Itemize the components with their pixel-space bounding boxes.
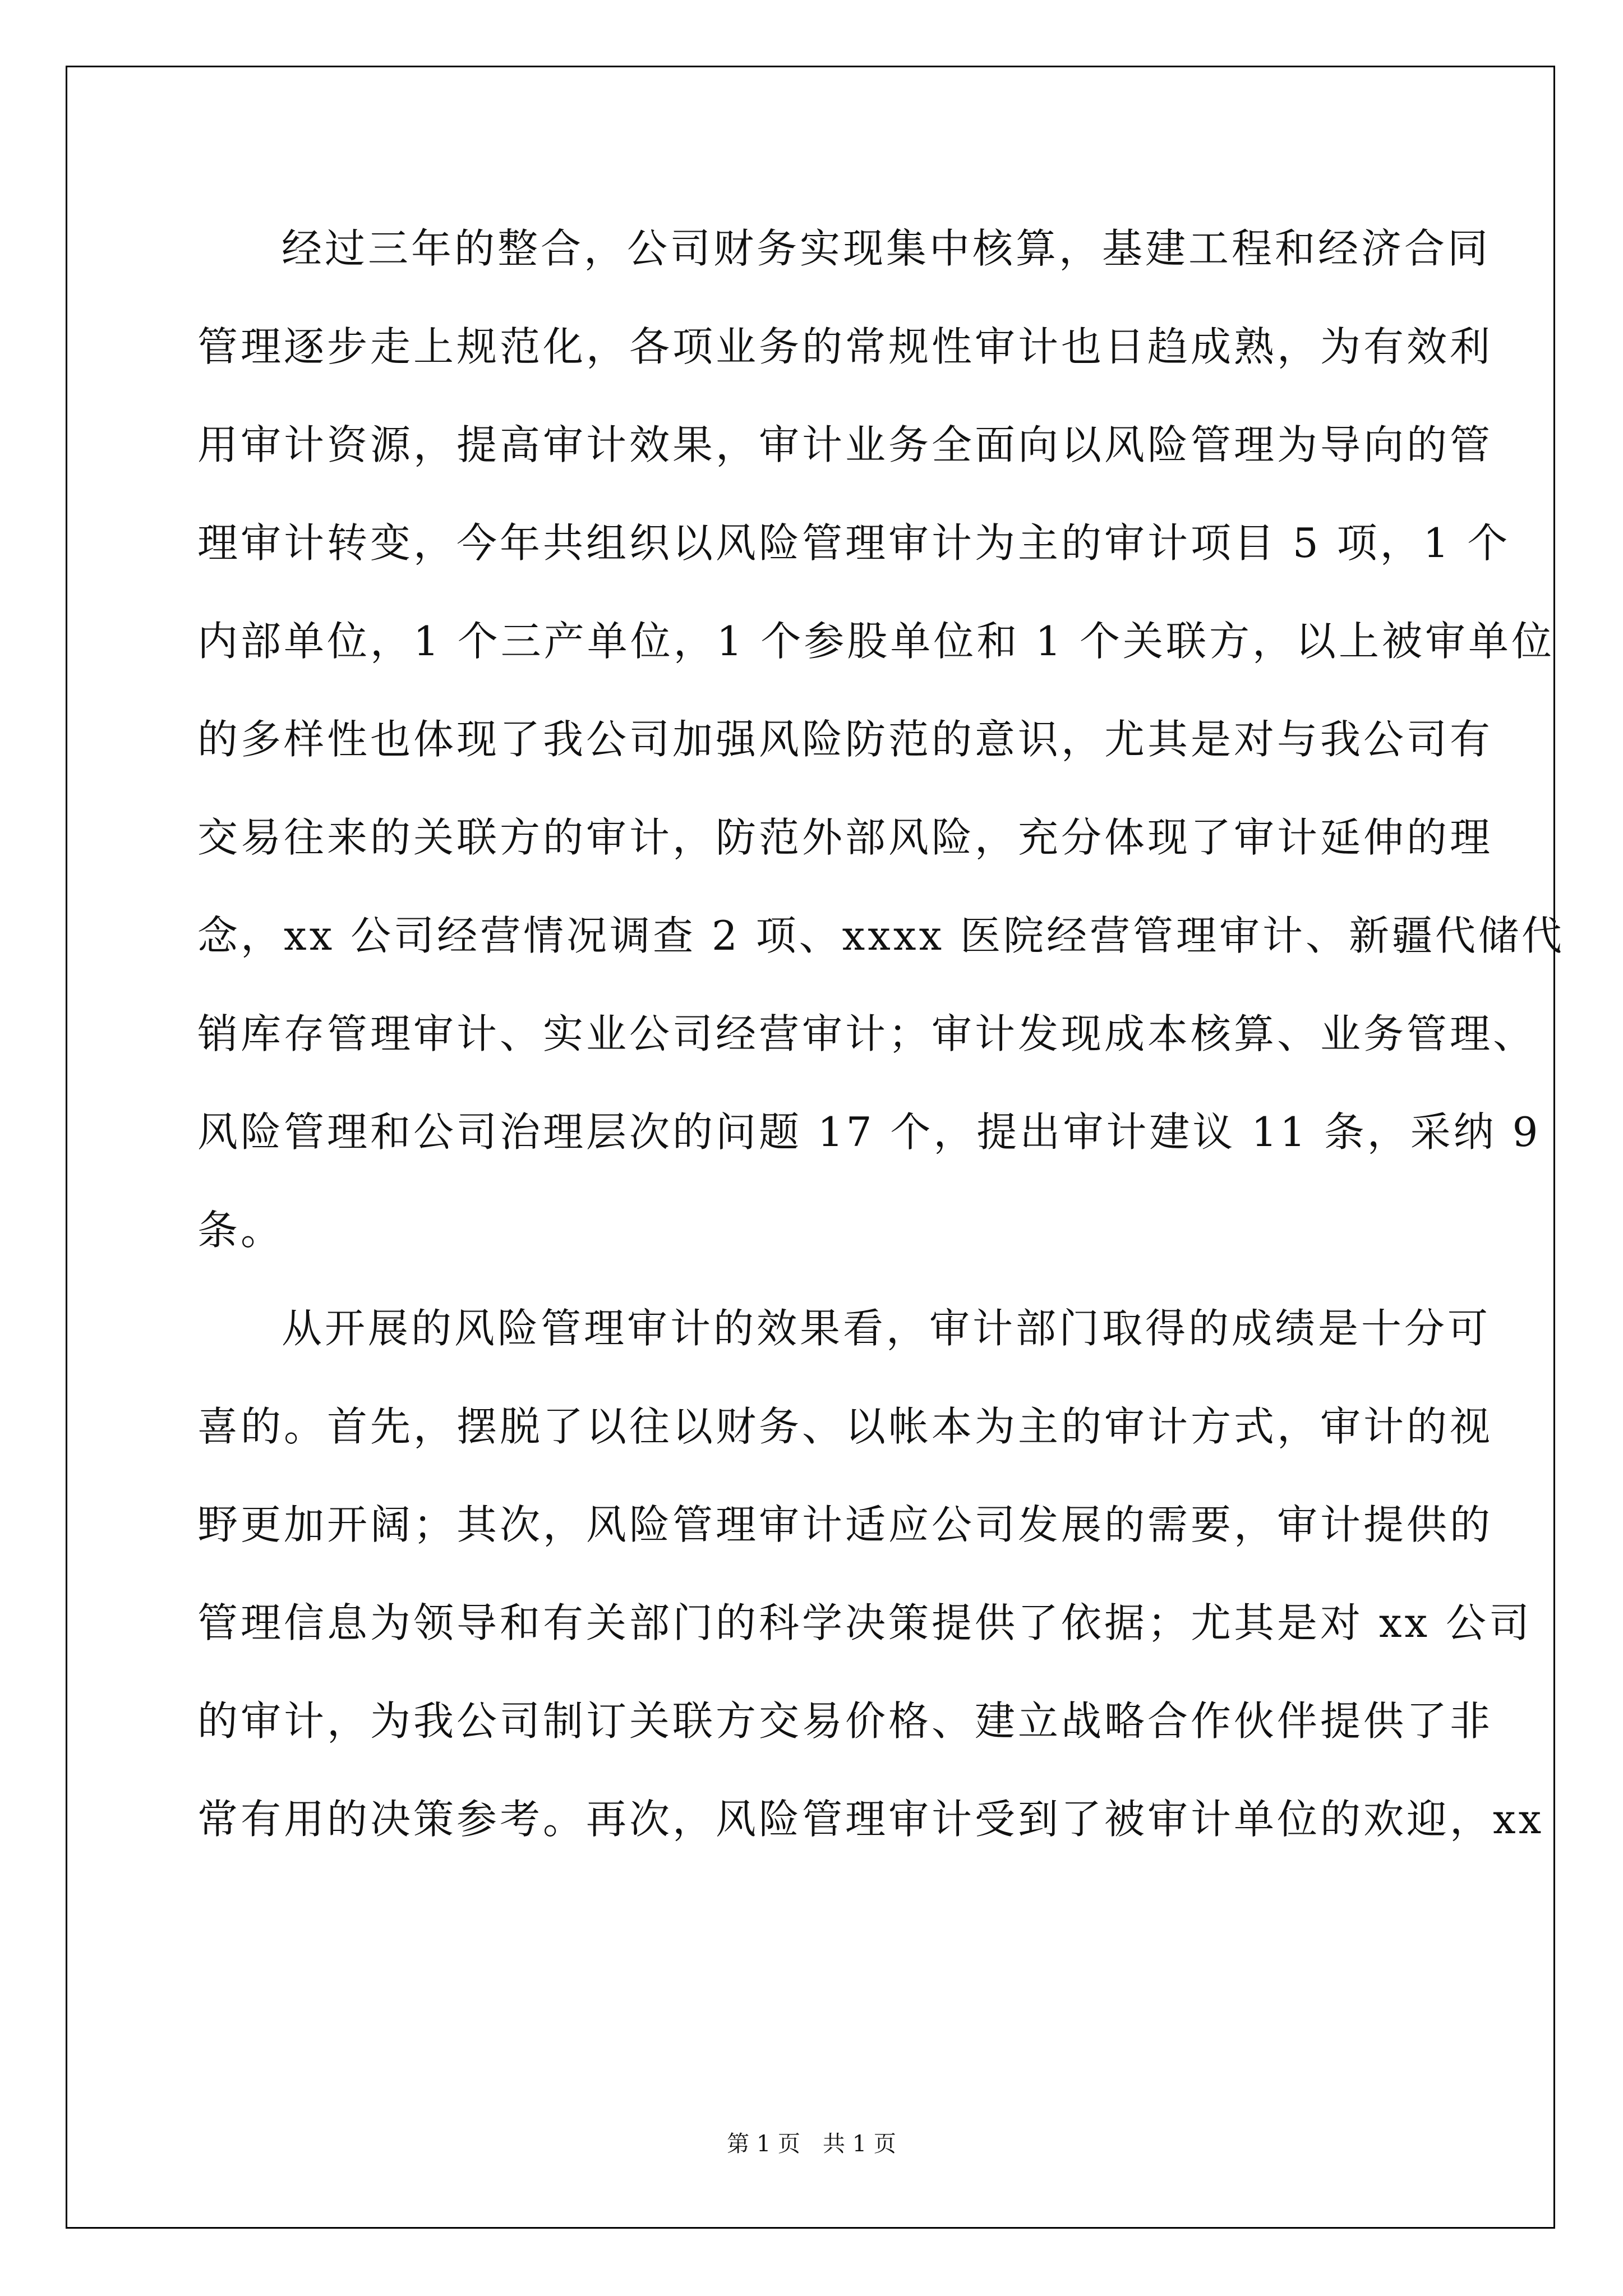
paragraph-1-line-3: 用审计资源，提高审计效果，审计业务全面向以风险管理为导向的管 — [197, 421, 1493, 468]
paragraph-2-line-3: 野更加开阔；其次，风险管理审计适应公司发展的需要，审计提供的 — [197, 1501, 1493, 1548]
paragraph-1-line-9: 销库存管理审计、实业公司经营审计；审计发现成本核算、业务管理、 — [197, 1010, 1537, 1057]
paragraph-1-line-2: 管理逐步走上规范化，各项业务的常规性审计也日趋成熟，为有效利 — [197, 323, 1493, 370]
paragraph-2-line-1: 从开展的风险管理审计的效果看，审计部门取得的成绩是十分可 — [282, 1305, 1491, 1352]
paragraph-1-line-10: 风险管理和公司治理层次的问题 17 个，提出审计建议 11 条，采纳 9 — [197, 1108, 1541, 1156]
paragraph-1-line-1: 经过三年的整合，公司财务实现集中核算，基建工程和经济合同 — [282, 225, 1491, 272]
page-footer: 第 1 页 共 1 页 — [727, 2131, 896, 2157]
paragraph-2-line-2: 喜的。首先，摆脱了以往以财务、以帐本为主的审计方式，审计的视 — [197, 1403, 1493, 1450]
paragraph-1-line-8: 念，xx 公司经营情况调查 2 项、xxxx 医院经营管理审计、新疆代储代 — [197, 912, 1565, 959]
paragraph-2-line-6: 常有用的决策参考。再次，风险管理审计受到了被审计单位的欢迎，xx — [197, 1796, 1544, 1843]
paragraph-2-line-4: 管理信息为领导和有关部门的科学决策提供了依据；尤其是对 xx 公司 — [197, 1599, 1532, 1646]
paragraph-1-line-4: 理审计转变，今年共组织以风险管理审计为主的审计项目 5 项，1 个 — [197, 519, 1511, 567]
paragraph-2-line-5: 的审计，为我公司制订关联方交易价格、建立战略合作伙伴提供了非 — [197, 1697, 1493, 1745]
paragraph-1-line-7: 交易往来的关联方的审计，防范外部风险，充分体现了审计延伸的理 — [197, 814, 1493, 861]
paragraph-1-line-5: 内部单位，1 个三产单位，1 个参股单位和 1 个关联方，以上被审单位 — [197, 618, 1555, 665]
paragraph-1-line-6: 的多样性也体现了我公司加强风险防范的意识，尤其是对与我公司有 — [197, 716, 1493, 763]
paragraph-1-line-11: 条。 — [197, 1207, 284, 1254]
